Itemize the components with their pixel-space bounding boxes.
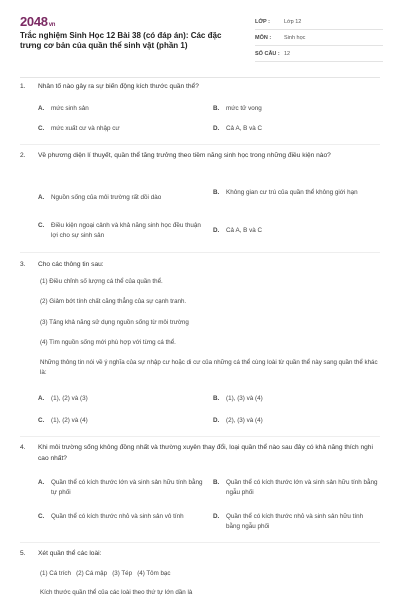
option-a[interactable] bbox=[38, 104, 198, 114]
meta-row-class bbox=[255, 14, 383, 30]
header-divider bbox=[20, 77, 380, 78]
option-text: (2), (3) và (4) bbox=[226, 417, 263, 424]
question-number: 1. bbox=[20, 83, 26, 90]
option-text: Không gian cư trú của quần thể không giới hạn bbox=[226, 189, 358, 196]
option-text: mức xuất cư và nhập cư bbox=[51, 125, 120, 132]
option-text: mức sinh sản bbox=[51, 105, 89, 112]
option-b[interactable] bbox=[213, 478, 378, 498]
option-text: Quần thể có kích thước nhỏ và sinh sản vô tính bbox=[51, 513, 184, 520]
option-letter: D. bbox=[213, 417, 220, 424]
logo-text: 2048 bbox=[20, 14, 48, 29]
option-text: (1), (3) và (4) bbox=[226, 395, 263, 402]
option-letter: B. bbox=[213, 189, 220, 196]
option-d[interactable] bbox=[213, 416, 373, 426]
meta-panel bbox=[255, 14, 383, 62]
option-letter: C. bbox=[38, 125, 45, 132]
meta-value: Sinh học bbox=[284, 34, 306, 41]
option-c[interactable] bbox=[38, 221, 208, 241]
meta-value: Lớp 12 bbox=[284, 18, 302, 25]
option-d[interactable] bbox=[213, 124, 373, 134]
header bbox=[0, 0, 400, 70]
meta-value: 12 bbox=[284, 50, 291, 57]
option-letter: A. bbox=[38, 395, 45, 402]
statement-4: (4) Tìm nguồn sống mới phù hợp với từng cá thể. bbox=[40, 339, 176, 346]
question-number: 5. bbox=[20, 550, 26, 557]
option-a[interactable] bbox=[38, 394, 198, 404]
option-a[interactable] bbox=[38, 478, 208, 498]
option-c[interactable] bbox=[38, 124, 198, 134]
question-number: 2. bbox=[20, 152, 26, 159]
option-letter: C. bbox=[38, 513, 45, 520]
site-logo[interactable] bbox=[20, 14, 55, 29]
question-text: Nhân tố nào gây ra sự biến động kích thước quần thể? bbox=[38, 83, 199, 90]
page-title: Trắc nghiệm Sinh Học 12 Bài 38 (có đáp án): Các đặc trưng cơ bản của quần thể sinh vật (phần 1) bbox=[20, 31, 222, 50]
option-letter: C. bbox=[38, 417, 45, 424]
question-text: Khi môi trường sống không đồng nhất và thường xuyên thay đổi, loại quần thể nào sau đây có khả năng thích nghi cao nhất? bbox=[38, 444, 373, 462]
question-number: 4. bbox=[20, 444, 26, 451]
option-letter: B. bbox=[213, 479, 220, 486]
option-text: mức tử vong bbox=[226, 105, 262, 112]
question-5 bbox=[20, 548, 380, 559]
option-text: (1), (2) và (3) bbox=[51, 395, 88, 402]
question-2 bbox=[20, 150, 380, 161]
meta-row-subject bbox=[255, 30, 383, 46]
option-letter: A. bbox=[38, 479, 45, 486]
option-d[interactable] bbox=[213, 512, 378, 532]
option-text: Quần thể có kích thước nhỏ và sinh sản hữu tính bằng ngẫu phối bbox=[226, 513, 364, 530]
option-text: Điều kiện ngoại cảnh và khả năng sinh học đều thuận lợi cho sự sinh sản bbox=[51, 222, 201, 239]
option-letter: D. bbox=[213, 227, 220, 234]
option-letter: D. bbox=[213, 125, 220, 132]
question-divider bbox=[20, 144, 380, 145]
logo-suffix: vn bbox=[48, 22, 56, 28]
statement-prompt: Những thông tin nói về ý nghĩa của sự nhập cư hoặc di cư của những cá thể cùng loài từ quần thể này sang quần thể khác là: bbox=[40, 359, 378, 376]
option-letter: C. bbox=[38, 222, 45, 229]
question-text: Về phương diện lí thuyết, quần thể tăng trưởng theo tiềm năng sinh học trong những điều kiện nào? bbox=[38, 152, 331, 159]
option-a[interactable] bbox=[38, 193, 208, 203]
meta-row-count bbox=[255, 46, 383, 62]
question-divider bbox=[20, 252, 380, 253]
option-text: Cả A, B và C bbox=[226, 125, 263, 132]
option-letter: D. bbox=[213, 513, 220, 520]
statement-species: (1) Cá trích (2) Cá mập (3) Tép (4) Tôm bạc bbox=[40, 570, 171, 577]
question-1 bbox=[20, 81, 380, 92]
question-4 bbox=[20, 442, 380, 464]
meta-key: SỐ CÂU : bbox=[255, 50, 280, 57]
option-c[interactable] bbox=[38, 416, 198, 426]
option-letter: B. bbox=[213, 395, 220, 402]
question-3 bbox=[20, 259, 380, 270]
option-text: Quần thể có kích thước lớn và sinh sản hữu tính bằng tự phối bbox=[51, 479, 203, 496]
question-divider bbox=[20, 542, 380, 543]
option-text: Nguồn sống của môi trường rất dồi dào bbox=[51, 194, 162, 201]
meta-key: LỚP : bbox=[255, 18, 270, 25]
option-b[interactable] bbox=[213, 394, 373, 404]
statement-prompt: Kích thước quần thể của các loài theo thứ tự lớn dần là bbox=[40, 589, 193, 596]
option-text: Quần thể có kích thước lớn và sinh sản hữu tính bằng ngẫu phối bbox=[226, 479, 378, 496]
question-text: Cho các thông tin sau: bbox=[38, 261, 104, 268]
option-text: Cả A, B và C bbox=[226, 227, 263, 234]
question-number: 3. bbox=[20, 261, 26, 268]
option-b[interactable] bbox=[213, 104, 373, 114]
option-letter: B. bbox=[213, 105, 220, 112]
statement-3: (3) Tăng khả năng sử dụng nguồn sống từ môi trường bbox=[40, 319, 189, 326]
option-c[interactable] bbox=[38, 512, 208, 522]
option-d[interactable] bbox=[213, 226, 378, 236]
statement-1: (1) Điều chỉnh số lượng cá thể của quần thể. bbox=[40, 278, 163, 285]
option-letter: A. bbox=[38, 194, 45, 201]
option-b[interactable] bbox=[213, 188, 378, 198]
meta-key: MÔN : bbox=[255, 34, 272, 41]
question-divider bbox=[20, 436, 380, 437]
option-text: (1), (2) và (4) bbox=[51, 417, 88, 424]
statement-2: (2) Giảm bớt tính chất căng thẳng của sự cạnh tranh. bbox=[40, 298, 187, 305]
option-letter: A. bbox=[38, 105, 45, 112]
question-text: Xét quần thể các loài: bbox=[38, 550, 102, 557]
